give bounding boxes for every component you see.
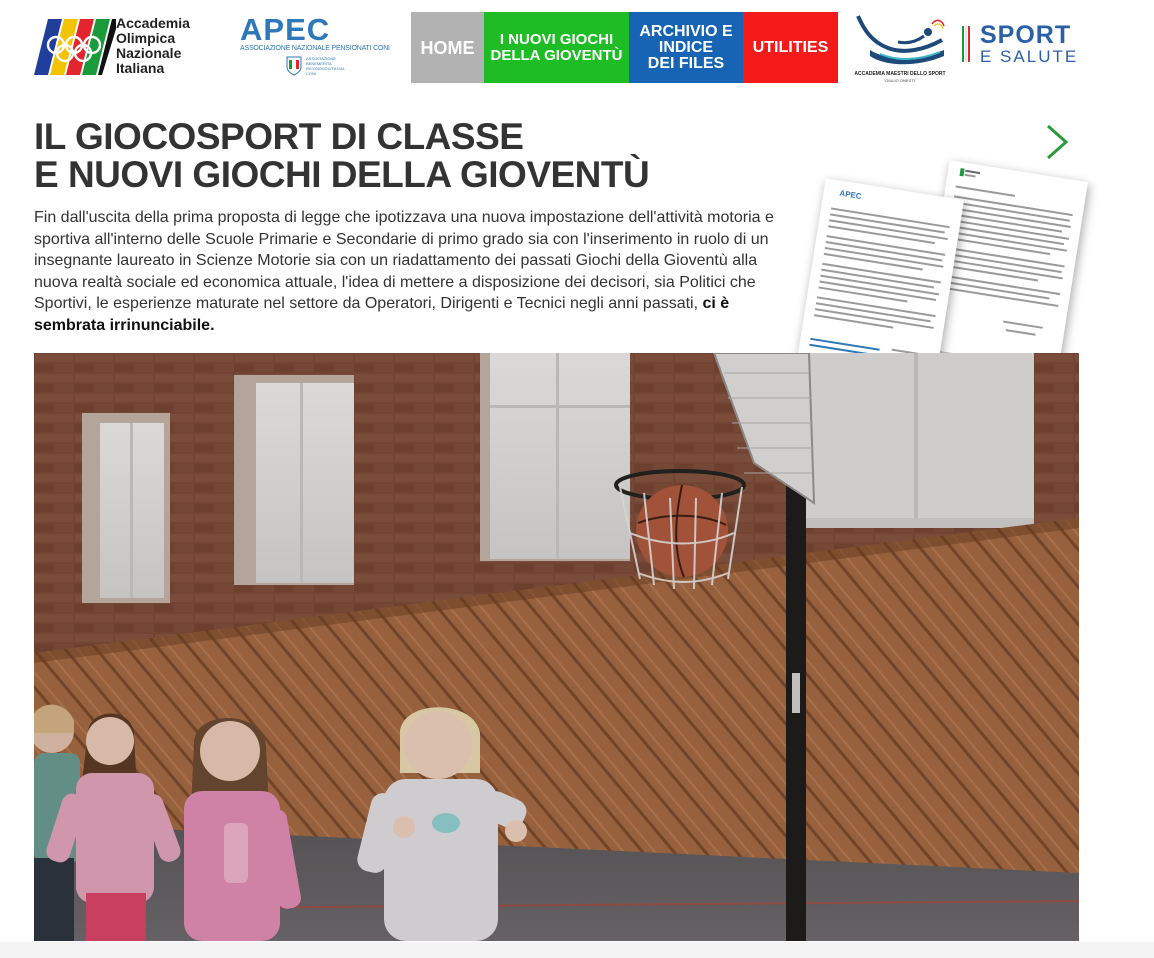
aoni-logo-text	[116, 16, 190, 76]
italian-flag-bars-icon	[962, 26, 970, 62]
coni-crest-icon	[286, 56, 302, 76]
nav-home[interactable]	[411, 12, 484, 83]
nav-giochi-line-1: I NUOVI GIOCHI	[499, 30, 614, 48]
apec-title: APEC	[240, 12, 331, 47]
nav-archivio-label	[639, 24, 732, 72]
aoni-line-2: Olimpica	[116, 30, 176, 46]
page-title	[34, 118, 794, 194]
aoni-line-3: Nazionale	[116, 45, 182, 61]
ams-logo[interactable]	[850, 10, 950, 84]
site-header	[0, 0, 1154, 100]
swimmer-logo-icon	[850, 10, 950, 70]
nav-utilities[interactable]	[743, 12, 838, 83]
nav-archivio[interactable]	[629, 12, 743, 83]
sport-e-salute-logo[interactable]	[962, 22, 1086, 70]
aoni-line-1: Accademia	[116, 15, 190, 31]
apec-small-text: ASSOCIAZIONE BENEMERITA RICONOSCIUTA DAL CONI	[306, 56, 345, 76]
chevron-right-icon[interactable]	[1040, 122, 1074, 162]
nav-archivio-line-2: INDICE	[658, 38, 714, 56]
aoni-line-4: Italiana	[116, 60, 165, 76]
gym-basketball-illustration	[34, 353, 1079, 941]
page-title-line-2: E NUOVI GIOCHI DELLA GIOVENTÙ	[34, 154, 650, 195]
ses-top-text: SPORT	[980, 21, 1072, 49]
page-title-line-1: IL GIOCOSPORT DI CLASSE	[34, 116, 524, 157]
main-nav	[411, 12, 838, 83]
intro-paragraph	[34, 207, 788, 336]
ams-label-2: "GIULIO ONESTI"	[883, 78, 917, 83]
nav-utilities-label: UTILITIES	[752, 38, 829, 56]
nav-archivio-line-3: DEI FILES	[647, 54, 725, 72]
nav-nuovi-giochi-label	[491, 32, 623, 64]
ams-label: ACCADEMIA MAESTRI DELLO SPORT	[854, 71, 946, 77]
document-apec-logo: APEC	[838, 188, 863, 201]
footer-strip	[0, 942, 1154, 958]
nav-giochi-line-2: DELLA GIOVENTÙ	[490, 46, 623, 64]
intro-bold-text: ci è sembrata irrinunciabile.	[34, 295, 730, 334]
apec-subtitle: ASSOCIAZIONE NAZIONALE PENSIONATI CONI	[240, 45, 390, 52]
nav-nuovi-giochi[interactable]	[484, 12, 629, 83]
nav-home-label: HOME	[420, 37, 475, 58]
olympic-flag-icon	[34, 19, 116, 75]
nav-archivio-line-1: ARCHIVIO E	[639, 22, 733, 40]
intro-text: Fin dall'uscita della prima proposta di legge che ipotizzava una nuova impostazione dell'attività motoria e sportiva all'interno delle Scuole Primarie e Secondarie di primo grado sia con l'inserimento in ruolo di un insegnante laureato in Scienze Motorie sia con un riadattamento dei passati Giochi della Gioventù alla nuova realtà sociale ed economica attuale, l'idea di mettere a disposizione dei decisori, sia Politici che Sportivi, le esperienze maturate nel settore da Operatori, Dirigenti e Tecnici negli anni passati,	[34, 209, 774, 312]
hero-photo	[34, 353, 1079, 941]
document-logo-icon	[959, 168, 980, 179]
apec-logo[interactable]	[238, 12, 390, 80]
aoni-logo[interactable]	[34, 16, 214, 78]
ses-bottom-text: E SALUTE	[980, 47, 1079, 66]
